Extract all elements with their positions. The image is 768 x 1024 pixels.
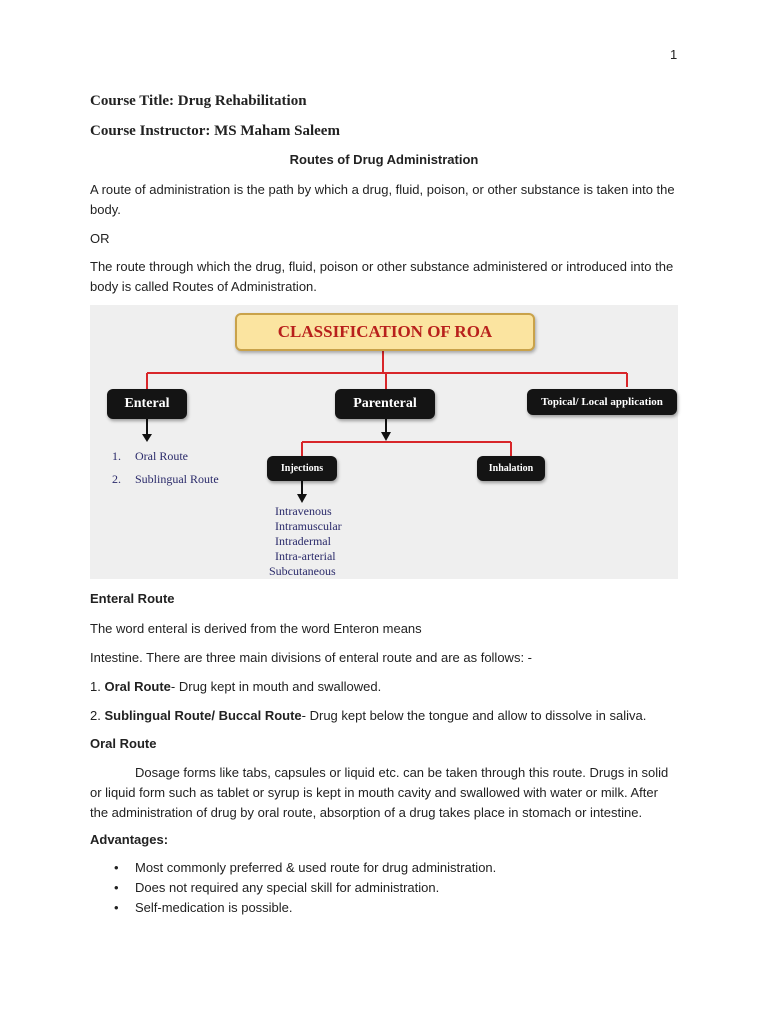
course-title: Course Title: Drug Rehabilitation (90, 93, 307, 109)
advantage-item: • Self-medication is possible. (90, 898, 496, 918)
enteral-list-num-1: 1. (112, 449, 121, 463)
enteral-paragraph-1: The word enteral is derived from the word Enteron means (90, 621, 422, 636)
enteral-list-oral: Oral Route (135, 449, 188, 463)
diagram-title: CLASSIFICATION OF ROA (235, 313, 535, 351)
page-number: 1 (670, 47, 678, 62)
advantage-item: • Does not required any special skill for administration. (90, 878, 496, 898)
oral-route-heading: Oral Route (90, 736, 157, 751)
advantages-heading: Advantages: (90, 832, 169, 847)
node-enteral: Enteral (107, 389, 187, 419)
oral-route-paragraph: Dosage forms like tabs, capsules or liquid etc. can be taken through this route. Drugs in solid or liquid form such as tablet or syrup is kept in mouth cavity and swallowed with water or milk. After the administration of drug by oral route, absorption of a drug takes place in stomach or intestine. (90, 765, 669, 820)
node-parenteral: Parenteral (335, 389, 435, 419)
enteral-heading: Enteral Route (90, 591, 175, 606)
enteral-list-num-2: 2. (112, 472, 121, 486)
section-title: Routes of Drug Administration (289, 152, 479, 167)
item-1-text: - Drug kept in mouth and swallowed. (170, 679, 382, 694)
injection-intravenous: Intravenous (275, 504, 332, 518)
definition-paragraph-2: The route through which the drug, fluid, poison or other substance administered or introduced into the body is called Routes of Administration. (90, 259, 674, 294)
or-text: OR (90, 231, 110, 246)
item-1-number: 1. (90, 679, 101, 694)
enteral-item-1 (90, 677, 680, 697)
node-topical: Topical/ Local application (527, 389, 677, 415)
roa-classification-diagram (90, 305, 678, 579)
injection-intra-arterial: Intra-arterial (275, 549, 336, 563)
node-injections: Injections (267, 456, 337, 481)
enteral-paragraph-2: Intestine. There are three main divisions of enteral route and are as follows: - (90, 650, 532, 665)
definition-paragraph: A route of administration is the path by which a drug, fluid, poison, or other substance is taken into the body. (90, 182, 675, 217)
injection-intramuscular: Intramuscular (275, 519, 342, 533)
item-2-title: Sublingual Route/ Buccal Route (104, 708, 302, 723)
advantages-list (90, 858, 496, 918)
injection-intradermal: Intradermal (275, 534, 331, 548)
node-inhalation: Inhalation (477, 456, 545, 481)
injection-subcutaneous: Subcutaneous (269, 564, 336, 578)
item-2-text: - Drug kept below the tongue and allow to dissolve in saliva. (301, 708, 647, 723)
course-instructor: Course Instructor: MS Maham Saleem (90, 123, 340, 139)
item-1-title: Oral Route (100, 679, 171, 694)
advantage-item: • Most commonly preferred & used route for drug administration. (90, 858, 496, 878)
item-2-number: 2. (90, 708, 101, 723)
enteral-list-sublingual: Sublingual Route (135, 472, 219, 486)
enteral-item-2 (90, 706, 680, 726)
